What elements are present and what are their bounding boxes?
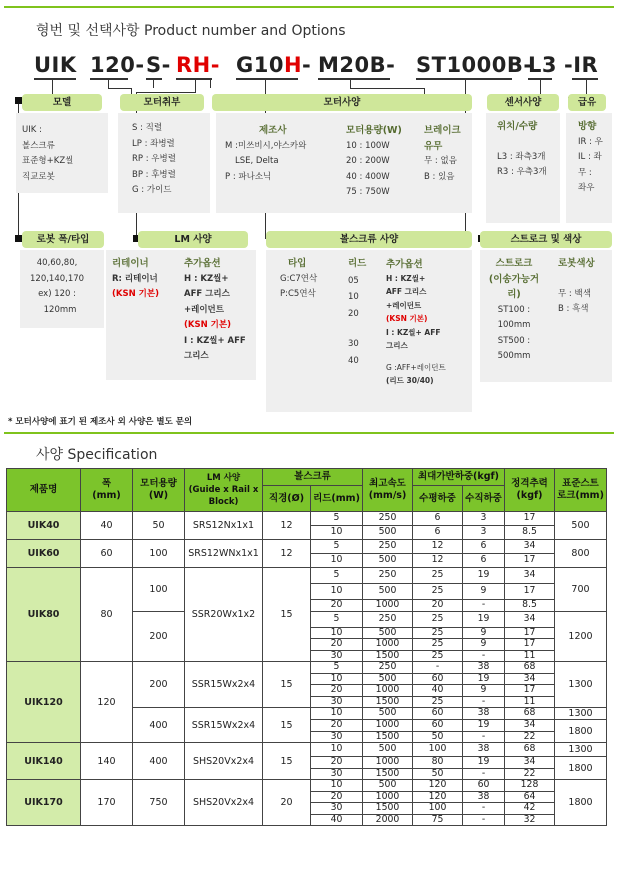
cell-thrust: 34	[505, 540, 555, 554]
cell-thrust: 8.5	[505, 600, 555, 612]
motor-maker-col: 제조사 M :미쓰비시,야스카와 LSE, Delta P : 파나소닉	[225, 125, 307, 182]
cell-speed: 1000	[363, 639, 413, 651]
col-h: 수평하중	[413, 486, 463, 512]
cell-motor: 50	[133, 512, 185, 540]
width-text: 40,60,80, 120,140,170 ex) 120 : 120mm	[30, 258, 85, 315]
cell-h: 12	[413, 554, 463, 568]
model-header: 모델	[22, 94, 102, 111]
cell-h: 80	[413, 757, 463, 769]
cell-lead: 30	[311, 768, 363, 780]
cell-h: 50	[413, 731, 463, 743]
cell-speed: 1500	[363, 768, 413, 780]
cell-width: 140	[81, 743, 133, 780]
cell-width: 120	[81, 662, 133, 743]
code-retainer: RH-	[176, 53, 220, 77]
cell-dia: 15	[263, 708, 311, 743]
cell-motor: 200	[133, 611, 185, 662]
col-speed: 최고속도 (mm/s)	[363, 469, 413, 512]
cell-v: 38	[463, 791, 505, 803]
cell-stroke: 700	[555, 568, 607, 612]
cell-product: UIK120	[7, 662, 81, 743]
motor-note: * 모터사양에 표기 된 제조사 외 사양은 별도 문의	[8, 417, 193, 427]
cell-speed: 1000	[363, 685, 413, 697]
lm-retainer-col: 리테이너 R: 리테이너 (KSN 기본)	[112, 258, 159, 299]
cell-lead: 30	[311, 803, 363, 815]
cell-v: -	[463, 814, 505, 826]
robot-color-col: 로봇색상 무 : 백색 B : 흑색	[558, 258, 595, 314]
cell-lead: 30	[311, 696, 363, 708]
cell-h: 60	[413, 673, 463, 685]
cell-lead: 20	[311, 720, 363, 732]
connector-dot	[15, 97, 22, 104]
cell-thrust: 17	[505, 627, 555, 639]
col-lead: 리드(mm)	[311, 486, 363, 512]
col-lm: LM 사양 (Guide x Rail x Block)	[185, 469, 263, 512]
cell-h: 25	[413, 696, 463, 708]
col-motor: 모터용량 (W)	[133, 469, 185, 512]
cell-stroke: 1800	[555, 780, 607, 826]
cell-dia: 20	[263, 780, 311, 826]
cell-thrust: 68	[505, 743, 555, 757]
cell-thrust: 17	[505, 512, 555, 526]
cell-v: 19	[463, 611, 505, 627]
cell-speed: 500	[363, 584, 413, 600]
cell-v: -	[463, 731, 505, 743]
table-row	[7, 512, 607, 526]
cell-motor: 100	[133, 540, 185, 568]
cell-thrust: 34	[505, 611, 555, 627]
cell-motor: 400	[133, 743, 185, 780]
cell-product: UIK60	[7, 540, 81, 568]
cell-h: 6	[413, 512, 463, 526]
cell-lead: 10	[311, 584, 363, 600]
col-width: 폭 (mm)	[81, 469, 133, 512]
cell-product: UIK170	[7, 780, 81, 826]
cell-motor: 200	[133, 662, 185, 708]
top-divider	[4, 6, 614, 8]
cell-speed: 250	[363, 662, 413, 674]
cell-lead: 5	[311, 512, 363, 526]
cell-lead: 5	[311, 611, 363, 627]
cell-v: -	[463, 696, 505, 708]
cell-thrust: 17	[505, 639, 555, 651]
cell-h: 60	[413, 708, 463, 720]
cell-thrust: 42	[505, 803, 555, 815]
cell-motor: 100	[133, 568, 185, 612]
cell-lead: 40	[311, 814, 363, 826]
motor-mount-text: S : 직렬 LP : 좌병렬 RP : 우병렬 BP : 후병렬 G : 가이드	[132, 123, 176, 195]
cell-speed: 1500	[363, 650, 413, 662]
code-underline	[146, 78, 162, 80]
cell-speed: 500	[363, 780, 413, 792]
cell-width: 170	[81, 780, 133, 826]
ballscrew-option-col: 추가옵션 H : KZ씰+ AFF 그리스 +레이던트 (KSN 기본) I : KZ씰+ AFF 그리스 G :AFF+레이던트 (리드 30/40)	[386, 259, 446, 385]
cell-thrust: 17	[505, 554, 555, 568]
options-title: 형번 및 선택사항 Product number and Options	[36, 23, 346, 39]
cell-thrust: 128	[505, 780, 555, 792]
cell-stroke: 1200	[555, 611, 607, 662]
code-underline	[318, 78, 390, 80]
cell-thrust: 11	[505, 650, 555, 662]
cell-speed: 250	[363, 512, 413, 526]
code-ballscrew: G10H-	[236, 53, 312, 77]
cell-v: 9	[463, 627, 505, 639]
cell-h: 75	[413, 814, 463, 826]
ballscrew-type-col: 타입 G:C7연삭 P:C5연삭	[280, 258, 318, 299]
cell-h: 20	[413, 600, 463, 612]
cell-h: 100	[413, 743, 463, 757]
cell-h: 25	[413, 627, 463, 639]
lm-option-col: 추가옵션 H : KZ씰+ AFF 그리스 +레이던트 (KSN 기본) I : KZ씰+ AFF 그리스	[184, 258, 246, 361]
motor-brake-col: 브레이크 유무 무 : 없음 B : 있음	[424, 125, 461, 182]
motor-mount-header: 모터취부	[120, 94, 204, 111]
col-stroke: 표준스트 로크(mm)	[555, 469, 607, 512]
cell-stroke: 800	[555, 540, 607, 568]
cell-v: 38	[463, 708, 505, 720]
cell-lead: 10	[311, 526, 363, 540]
cell-lm: SSR15Wx2x4	[185, 708, 263, 743]
cell-speed: 1000	[363, 720, 413, 732]
cell-thrust: 32	[505, 814, 555, 826]
code-motor: M20B-	[318, 53, 396, 77]
cell-thrust: 17	[505, 584, 555, 600]
cell-lm: SSR20Wx1x2	[185, 568, 263, 662]
ballscrew-lead-col: 리드 05 10 20 30 40	[348, 258, 367, 366]
cell-lm: SRS12WNx1x1	[185, 540, 263, 568]
cell-lead: 20	[311, 757, 363, 769]
cell-speed: 250	[363, 611, 413, 627]
cell-motor: 400	[133, 708, 185, 743]
cell-speed: 2000	[363, 814, 413, 826]
cell-dia: 15	[263, 662, 311, 708]
cell-h: 25	[413, 611, 463, 627]
cell-v: 3	[463, 526, 505, 540]
cell-h: 50	[413, 768, 463, 780]
col-load: 최대가반하중(kgf)	[413, 469, 505, 486]
cell-thrust: 11	[505, 696, 555, 708]
cell-lead: 10	[311, 673, 363, 685]
sensor-text: 위치/수량 L3 : 좌측3개 R3 : 우측3개	[497, 121, 547, 177]
cell-speed: 250	[363, 568, 413, 584]
code-underline	[416, 78, 512, 80]
cell-h: 60	[413, 720, 463, 732]
cell-thrust: 34	[505, 757, 555, 769]
cell-lead: 5	[311, 540, 363, 554]
cell-v: 6	[463, 554, 505, 568]
cell-lead: 10	[311, 554, 363, 568]
col-ballscrew: 볼스크류	[263, 469, 363, 486]
cell-v: -	[463, 803, 505, 815]
table-row	[7, 540, 607, 554]
cell-v: 19	[463, 757, 505, 769]
cell-v: 9	[463, 639, 505, 651]
motor-spec-header: 모터사양	[212, 94, 472, 111]
table-row	[7, 780, 607, 792]
cell-lead: 10	[311, 743, 363, 757]
code-sensor: L3	[528, 53, 557, 77]
cell-v: -	[463, 768, 505, 780]
cell-speed: 500	[363, 673, 413, 685]
connector-dot	[15, 235, 22, 242]
cell-speed: 1500	[363, 731, 413, 743]
cell-lead: 20	[311, 791, 363, 803]
cell-lm: SRS12Nx1x1	[185, 512, 263, 540]
sensor-header: 센서사양	[487, 94, 559, 111]
cell-thrust: 22	[505, 768, 555, 780]
cell-h: 12	[413, 540, 463, 554]
cell-h: 40	[413, 685, 463, 697]
cell-thrust: 17	[505, 685, 555, 697]
stroke-header: 스트로크 및 색상	[480, 231, 612, 248]
cell-v: -	[463, 650, 505, 662]
cell-h: 120	[413, 780, 463, 792]
cell-v: 38	[463, 662, 505, 674]
cell-lead: 20	[311, 685, 363, 697]
cell-product: UIK40	[7, 512, 81, 540]
cell-lead: 30	[311, 731, 363, 743]
model-text: UIK : 볼스크류 표준형+KZ씰 직교로봇	[22, 125, 74, 182]
cell-lead: 20	[311, 639, 363, 651]
stroke-col: 스트로크 (이송가능거 리) ST100 : 100mm ST500 : 500mm	[488, 258, 540, 361]
cell-lead: 5	[311, 568, 363, 584]
col-dia: 직경(Ø)	[263, 486, 311, 512]
cell-thrust: 68	[505, 708, 555, 720]
cell-stroke: 1300	[555, 662, 607, 708]
cell-lm: SHS20Vx2x4	[185, 780, 263, 826]
cell-h: 25	[413, 650, 463, 662]
cell-v: 19	[463, 568, 505, 584]
cell-thrust: 34	[505, 720, 555, 732]
ballscrew-header: 볼스크류 사양	[266, 231, 472, 248]
cell-lead: 10	[311, 708, 363, 720]
cell-width: 60	[81, 540, 133, 568]
cell-v: 38	[463, 743, 505, 757]
col-v: 수직하중	[463, 486, 505, 512]
cell-lead: 10	[311, 780, 363, 792]
code-series: UIK	[34, 53, 77, 77]
cell-lead: 20	[311, 600, 363, 612]
cell-stroke: 1800	[555, 757, 607, 780]
cell-dia: 15	[263, 743, 311, 780]
cell-width: 80	[81, 568, 133, 662]
code-underline	[236, 78, 298, 80]
cell-lm: SSR15Wx2x4	[185, 662, 263, 708]
cell-product: UIK140	[7, 743, 81, 780]
cell-dia: 12	[263, 512, 311, 540]
code-width: 120-	[90, 53, 145, 77]
cell-speed: 500	[363, 554, 413, 568]
lm-header: LM 사양	[138, 231, 248, 248]
cell-v: 3	[463, 512, 505, 526]
spec-title: 사양 Specification	[36, 447, 158, 463]
cell-lead: 10	[311, 627, 363, 639]
cell-thrust: 22	[505, 731, 555, 743]
cell-v: -	[463, 600, 505, 612]
cell-thrust: 64	[505, 791, 555, 803]
cell-stroke: 1300	[555, 708, 607, 720]
cell-speed: 1000	[363, 757, 413, 769]
motor-capacity-col: 모터용량(W) 10 : 100W 20 : 200W 40 : 400W 75 : 750W	[346, 125, 402, 197]
cell-stroke: 500	[555, 512, 607, 540]
cell-v: 6	[463, 540, 505, 554]
cell-dia: 15	[263, 568, 311, 662]
code-underline	[572, 78, 598, 80]
spec-table	[6, 468, 607, 826]
spec-divider	[4, 432, 614, 434]
supply-text: 방향 IR : 우 IL : 좌 무 : 좌우	[578, 121, 603, 193]
cell-v: 60	[463, 780, 505, 792]
cell-h: 25	[413, 568, 463, 584]
cell-speed: 1000	[363, 600, 413, 612]
cell-width: 40	[81, 512, 133, 540]
supply-header: 급유	[568, 94, 606, 111]
table-row	[7, 662, 607, 674]
cell-product: UIK80	[7, 568, 81, 662]
table-row	[7, 743, 607, 757]
cell-speed: 1500	[363, 696, 413, 708]
cell-thrust: 68	[505, 662, 555, 674]
cell-thrust: 8.5	[505, 526, 555, 540]
cell-stroke: 1300	[555, 743, 607, 757]
cell-h: 100	[413, 803, 463, 815]
code-underline	[176, 78, 212, 80]
cell-speed: 500	[363, 743, 413, 757]
cell-v: 19	[463, 720, 505, 732]
cell-speed: 500	[363, 627, 413, 639]
cell-v: 9	[463, 685, 505, 697]
cell-speed: 500	[363, 526, 413, 540]
cell-dia: 12	[263, 540, 311, 568]
cell-lead: 30	[311, 650, 363, 662]
cell-stroke: 1800	[555, 720, 607, 743]
cell-h: 120	[413, 791, 463, 803]
cell-thrust: 34	[505, 673, 555, 685]
cell-speed: 1000	[363, 791, 413, 803]
code-motor-mount: S-	[146, 53, 171, 77]
cell-h: -	[413, 662, 463, 674]
cell-v: 9	[463, 584, 505, 600]
col-thrust: 정격추력 (kgf)	[505, 469, 555, 512]
cell-speed: 500	[363, 708, 413, 720]
code-supply: -IR	[564, 53, 599, 77]
col-product: 제품명	[7, 469, 81, 512]
cell-speed: 250	[363, 540, 413, 554]
table-row	[7, 568, 607, 584]
cell-lm: SHS20Vx2x4	[185, 743, 263, 780]
cell-h: 25	[413, 584, 463, 600]
cell-v: 19	[463, 673, 505, 685]
code-underline	[34, 78, 76, 80]
cell-thrust: 34	[505, 568, 555, 584]
cell-h: 6	[413, 526, 463, 540]
width-header: 로봇 폭/타입	[22, 231, 104, 248]
code-underline	[90, 78, 128, 80]
cell-motor: 750	[133, 780, 185, 826]
cell-h: 25	[413, 639, 463, 651]
cell-speed: 1500	[363, 803, 413, 815]
cell-lead: 5	[311, 662, 363, 674]
code-stroke: ST1000B-	[416, 53, 533, 77]
